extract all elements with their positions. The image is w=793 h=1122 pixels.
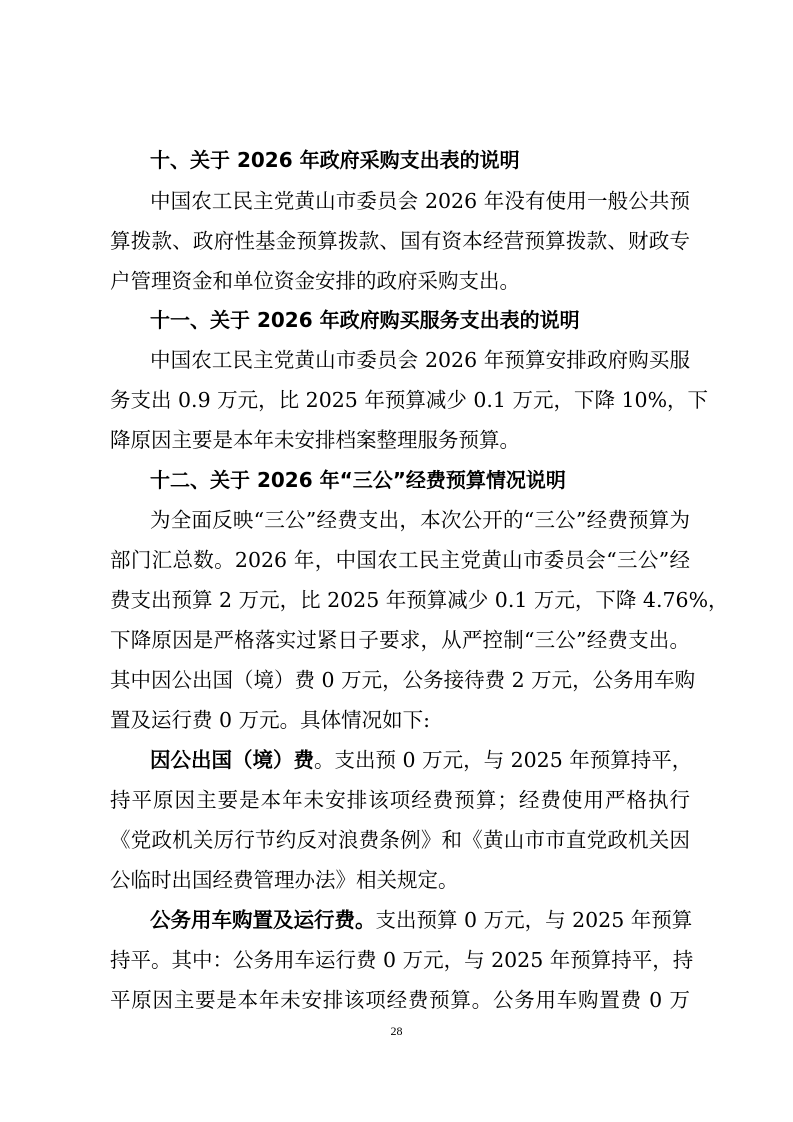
vehicle-label: 公务用车购置及运行费。 (150, 908, 376, 932)
section-12-line-3: 费支出预算 2 万元，比 2025 年预算减少 0.1 万元，下降 4.76%， (110, 588, 729, 612)
section-11-line-2: 务支出 0.9 万元，比 2025 年预算减少 0.1 万元，下降 10%，下 (110, 388, 709, 412)
page-number: 28 (390, 1024, 403, 1038)
section-10-line-3: 户管理资金和单位资金安排的政府采购支出。 (110, 269, 520, 293)
abroad-paragraph-line-4: 公临时出国经费管理办法》相关规定。 (110, 868, 459, 892)
abroad-label: 因公出国（境）费 (150, 748, 314, 772)
section-10-line-2: 算拨款、政府性基金预算拨款、国有资本经营预算拨款、财政专 (110, 229, 690, 253)
abroad-paragraph-line-1 (150, 746, 693, 774)
abroad-first-rest: 。支出预 0 万元，与 2025 年预算持平， (314, 748, 693, 772)
vehicle-paragraph-line-3: 平原因主要是本年未安排该项经费预算。公务用车购置费 0 万 (110, 988, 690, 1012)
section-11-line-1: 中国农工民主党黄山市委员会 2026 年预算安排政府购买服 (150, 348, 690, 372)
section-11-heading: 十一、关于 2026 年政府购买服务支出表的说明 (150, 308, 580, 332)
section-10-heading: 十、关于 2026 年政府采购支出表的说明 (150, 148, 520, 172)
abroad-paragraph-line-3: 《党政机关厉行节约反对浪费条例》和《黄山市市直党政机关因 (110, 828, 690, 852)
section-12-line-4: 下降原因是严格落实过紧日子要求，从严控制“三公”经费支出。 (110, 628, 690, 652)
section-11-line-3: 降原因主要是本年未安排档案整理服务预算。 (110, 428, 520, 452)
section-12-heading: 十二、关于 2026 年“三公”经费预算情况说明 (150, 468, 566, 492)
vehicle-paragraph-line-1 (150, 906, 693, 934)
vehicle-paragraph-line-2: 持平。其中：公务用车运行费 0 万元，与 2025 年预算持平，持 (110, 948, 694, 972)
section-12-line-1: 为全面反映“三公”经费支出，本次公开的“三公”经费预算为 (150, 508, 690, 532)
section-12-line-5: 其中因公出国（境）费 0 万元，公务接待费 2 万元，公务用车购 (110, 668, 696, 692)
vehicle-first-rest: 支出预算 0 万元，与 2025 年预算 (375, 908, 693, 932)
section-12-line-6: 置及运行费 0 万元。具体情况如下: (110, 708, 430, 732)
section-10-line-1: 中国农工民主党黄山市委员会 2026 年没有使用一般公共预 (150, 189, 690, 213)
abroad-paragraph-line-2: 持平原因主要是本年未安排该项经费预算；经费使用严格执行 (110, 788, 690, 812)
section-12-line-2: 部门汇总数。2026 年，中国农工民主党黄山市委员会“三公”经 (110, 548, 690, 572)
